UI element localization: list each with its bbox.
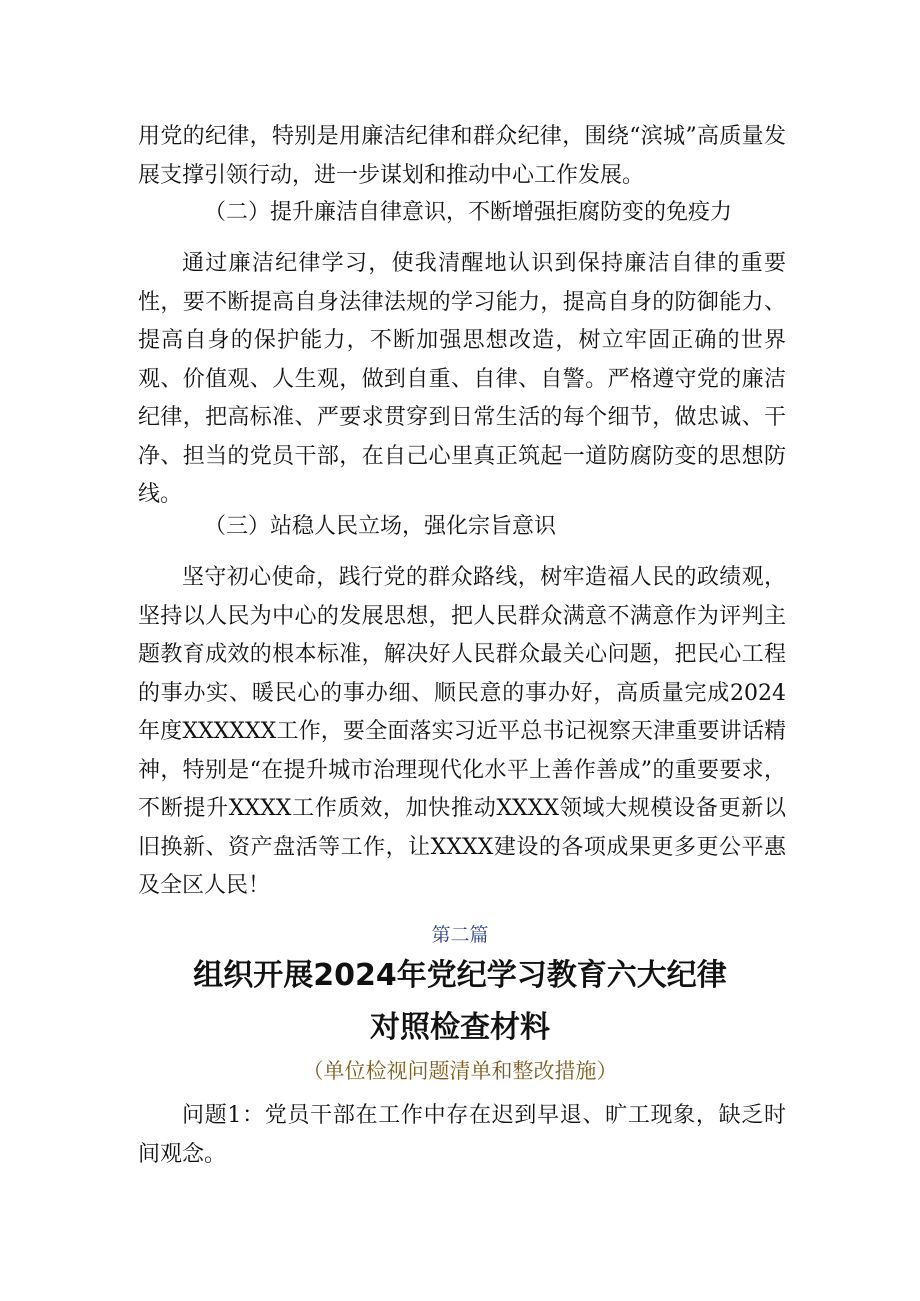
issue-1: 问题1：党员干部在工作中存在迟到早退、旷工现象，缺乏时间观念。 bbox=[138, 1103, 786, 1167]
paragraph-people: 坚守初心使命，践行党的群众路线，树牢造福人民的政绩观，坚持以人民为中心的发展思想，把人民群众满意不满意作为评判主题教育成效的根本标准，解决好人民群众最关心问题，把民心工程的事办实、暖民心的事办细、顺民意的事办好，高质量完成2024年度XXXXXX工作，要全面落实习近平总书记视察天津重要讲话精神，特别是“在提升城市治理现代化水平上善作善成”的重要要求，不断提升XXXX工作质效，加快推动XXXX领域大规模设备更新以旧换新、资产盘活等工作，让XXXX建设的各项成果更多更公平惠及全区人民！ bbox=[138, 565, 786, 898]
document-subtitle: （单位检视问题清单和整改措施） bbox=[302, 1059, 618, 1083]
section-heading-3: （三）站稳人民立场，强化宗旨意识 bbox=[204, 514, 557, 539]
paragraph-continuation: 用党的纪律，特别是用廉洁纪律和群众纪律，围绕“滨城”高质量发展支撑引领行动，进一步谋划和推动中心工作发展。 bbox=[138, 124, 786, 188]
document-title: 组织开展2024年党纪学习教育六大纪律对照检查材料 bbox=[193, 958, 727, 1045]
part-label: 第二篇 bbox=[431, 924, 489, 946]
section-heading-2: （二）提升廉洁自律意识，不断增强拒腐防变的免疫力 bbox=[204, 200, 733, 225]
paragraph-integrity: 通过廉洁纪律学习，使我清醒地认识到保持廉洁自律的重要性，要不断提高自身法律法规的学习能力，提高自身的防御能力、提高自身的保护能力，不断加强思想改造，树立牢固正确的世界观、价值观、人生观，做到自重、自律、自警。严格遵守党的廉洁纪律，把高标准、严要求贯穿到日常生活的每个细节，做忠诚、干净、担当的党员干部，在自己心里真正筑起一道防腐防变的思想防线。 bbox=[138, 251, 786, 507]
